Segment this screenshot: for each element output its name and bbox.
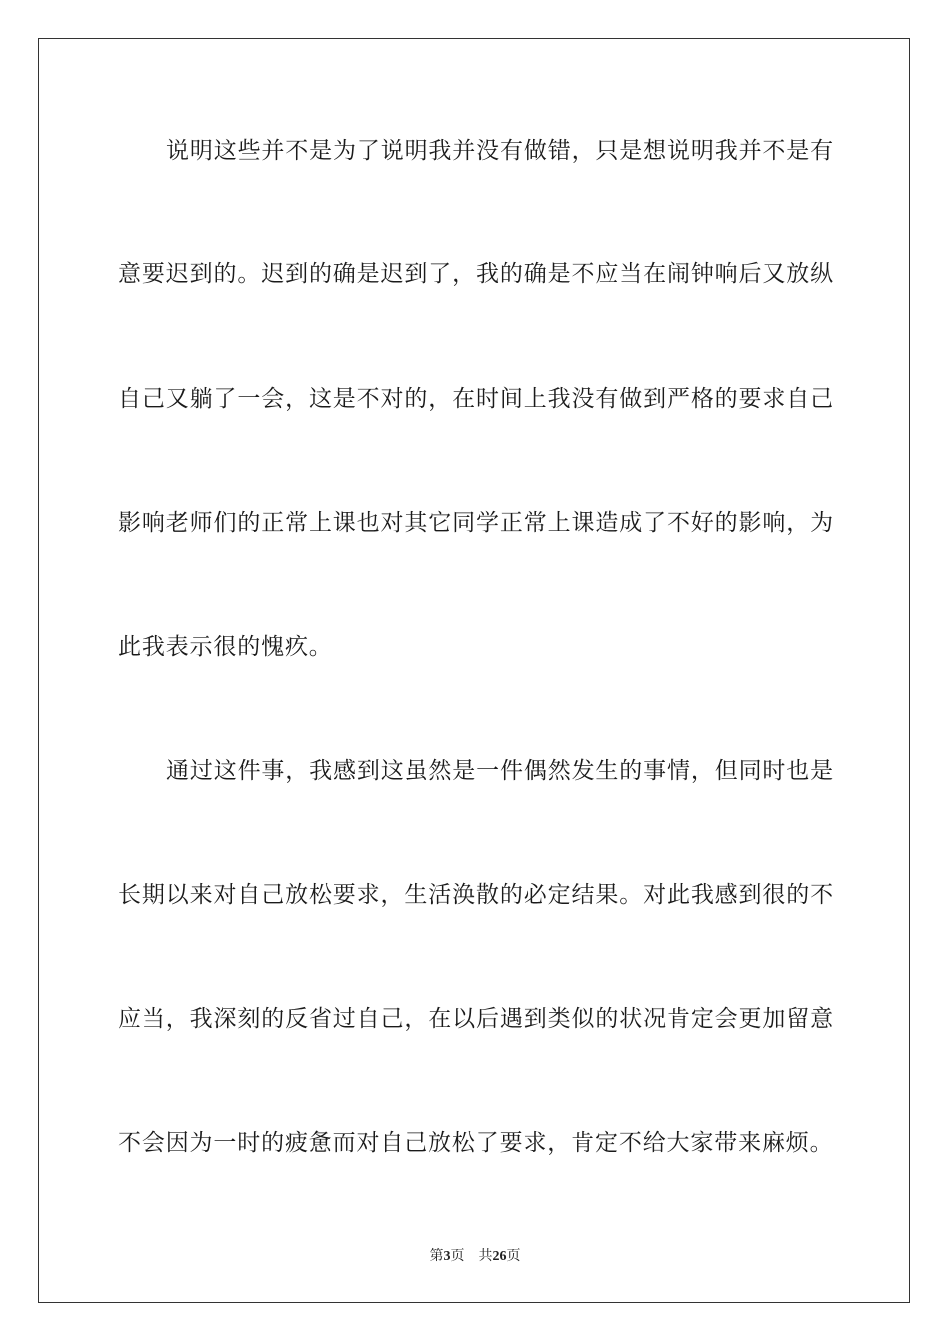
- total-pages: 26: [492, 1249, 507, 1264]
- page-frame: [38, 38, 910, 1303]
- page-number: 3: [443, 1249, 451, 1264]
- paragraph-1-line-3: 自己又躺了一会，这是不对的，在时间上我没有做到严格的要求自己: [118, 386, 834, 412]
- paragraph-1-line-5: 此我表示很的愧疚。: [118, 634, 333, 660]
- total-prefix: 共: [478, 1248, 493, 1264]
- total-suffix: 页: [506, 1248, 521, 1264]
- page-prefix: 第: [429, 1248, 444, 1264]
- page-suffix: 页: [450, 1248, 465, 1264]
- paragraph-1-line-4: 影响老师们的正常上课也对其它同学正常上课造成了不好的影响，为: [118, 510, 834, 536]
- paragraph-2-line-4: 不会因为一时的疲惫而对自己放松了要求，肯定不给大家带来麻烦。: [118, 1130, 834, 1156]
- paragraph-2-line-3: 应当，我深刻的反省过自己，在以后遇到类似的状况肯定会更加留意: [118, 1006, 834, 1032]
- page-footer: [0, 1247, 950, 1266]
- paragraph-2-line-2: 长期以来对自己放松要求，生活涣散的必定结果。对此我感到很的不: [118, 882, 834, 908]
- paragraph-2-line-1: 通过这件事，我感到这虽然是一件偶然发生的事情，但同时也是: [166, 758, 834, 784]
- paragraph-1-line-1: 说明这些并不是为了说明我并没有做错，只是想说明我并不是有: [166, 138, 834, 164]
- paragraph-1-line-2: 意要迟到的。迟到的确是迟到了，我的确是不应当在闹钟响后又放纵: [118, 261, 834, 287]
